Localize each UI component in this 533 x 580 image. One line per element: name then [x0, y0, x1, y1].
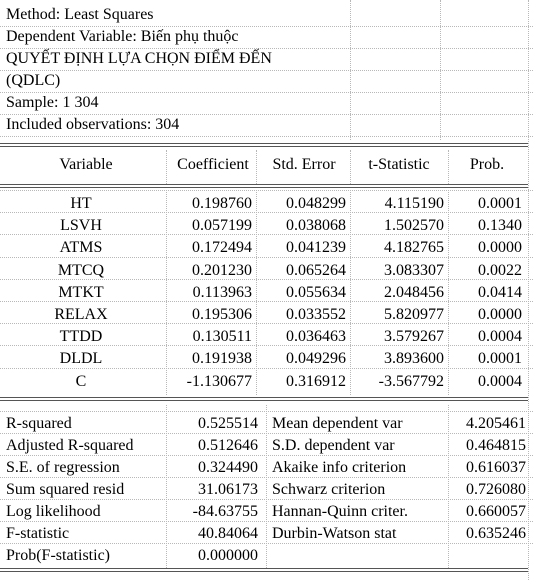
statistic-value: 0.464815 — [466, 437, 526, 454]
variable-name: RELAX — [54, 306, 108, 323]
grid-line — [256, 150, 257, 184]
table-cell: 0.065264 — [286, 261, 346, 279]
statistic-label: F-statistic — [6, 525, 70, 542]
statistic-label: Prob(F-statistic) — [6, 547, 110, 564]
table-cell: 0.0004 — [478, 372, 522, 390]
statistic-label: Schwarz criterion — [272, 481, 386, 498]
statistic-label — [272, 545, 448, 567]
statistic-value: 4.205461 — [466, 415, 526, 432]
table-cell: 5.820977 — [384, 306, 444, 323]
statistic-label: Durbin-Watson stat — [272, 525, 397, 542]
table-cell: 0.0001 — [478, 195, 522, 212]
statistic-value: 0.616037 — [466, 459, 526, 476]
separator — [0, 184, 528, 188]
column-header: Std. Error — [272, 156, 336, 173]
table-cell: 0.0000 — [478, 239, 522, 257]
separator — [0, 397, 528, 401]
table-cell: 0.048299 — [286, 195, 346, 212]
variable-name: DLDL — [59, 350, 103, 368]
variable-name: MTCQ — [57, 261, 105, 279]
grid-line — [448, 150, 449, 184]
table-cell: 0.049296 — [286, 350, 346, 368]
grid-line — [0, 521, 533, 522]
statistic-value: 0.635246 — [466, 525, 526, 542]
statistic-value: 0.726080 — [466, 481, 526, 498]
table-cell: 0.113963 — [192, 283, 252, 301]
statistic-value: 31.06173 — [198, 481, 258, 498]
grid-line — [0, 411, 533, 412]
statistic-label: Sum squared resid — [6, 481, 125, 498]
statistic-value: 0.512646 — [198, 437, 258, 454]
statistic-label: S.E. of regression — [6, 459, 120, 476]
table-cell: 0.316912 — [286, 372, 346, 390]
column-header: Prob. — [469, 156, 505, 173]
statistic-value: 0.660057 — [466, 503, 526, 520]
grid-line — [0, 477, 533, 478]
grid-line — [0, 368, 533, 369]
grid-line — [166, 150, 167, 184]
table-cell: 0.198760 — [192, 195, 252, 212]
statistic-value: 0.000000 — [198, 547, 258, 564]
column-header: Variable — [59, 156, 113, 173]
table-cell: 0.0022 — [478, 261, 522, 279]
statistic-label: Mean dependent var — [272, 415, 403, 432]
variable-name: MTKT — [58, 283, 104, 301]
table-cell: 0.172494 — [192, 239, 252, 257]
table-cell: 0.036463 — [286, 328, 346, 346]
statistic-value: 0.324490 — [198, 459, 258, 476]
table-cell: 4.182765 — [384, 239, 444, 257]
statistic-label: R-squared — [6, 415, 72, 432]
statistic-value — [448, 545, 526, 567]
table-cell: 0.057199 — [192, 217, 252, 235]
table-cell: 0.055634 — [286, 283, 346, 301]
table-cell: -1.130677 — [186, 372, 252, 390]
table-cell: 3.893600 — [384, 350, 444, 368]
table-cell: 0.0000 — [478, 306, 522, 323]
table-cell: 0.033552 — [286, 306, 346, 323]
separator — [0, 568, 528, 572]
variable-name: C — [75, 372, 87, 390]
grid-line — [0, 323, 533, 324]
column-header: t-Statistic — [368, 156, 430, 173]
variable-name: LSVH — [60, 217, 102, 235]
grid-line — [0, 433, 533, 434]
dependent-variable-name: QUYẾT ĐỊNH LỰA CHỌN ĐIỂM ĐẾN — [6, 50, 272, 67]
variable-name: HT — [70, 195, 92, 212]
statistic-label: Hannan-Quinn criter. — [272, 503, 408, 520]
included-observations-label: Included observations: 304 — [6, 116, 180, 133]
table-cell: 0.130511 — [192, 328, 252, 346]
table-cell: -3.567792 — [378, 372, 444, 390]
grid-line — [0, 279, 533, 280]
separator — [0, 143, 528, 147]
grid-line — [256, 190, 257, 395]
statistic-label: Akaike info criterion — [272, 459, 407, 476]
table-cell: 0.201230 — [192, 261, 252, 279]
table-cell: 1.502570 — [384, 217, 444, 235]
grid-line — [0, 543, 533, 544]
table-cell: 0.038068 — [286, 217, 346, 235]
statistic-label: Log likelihood — [6, 503, 101, 520]
table-cell: 0.1340 — [478, 217, 522, 235]
table-cell: 0.0414 — [478, 283, 522, 301]
variable-name: TTDD — [59, 328, 103, 346]
grid-line — [0, 190, 533, 191]
method-label: Method: Least Squares — [6, 6, 154, 23]
grid-line — [0, 345, 533, 346]
table-cell: 0.0004 — [478, 328, 522, 346]
column-header: Coefficient — [177, 156, 249, 173]
table-cell: 0.0001 — [478, 350, 522, 368]
variable-name: ATMS — [59, 239, 103, 257]
dependent-variable-code: (QDLC) — [6, 72, 61, 89]
grid-line — [0, 455, 533, 456]
table-cell: 4.115190 — [384, 195, 444, 212]
statistic-label: Adjusted R-squared — [6, 437, 134, 454]
table-cell: 3.579267 — [384, 328, 444, 346]
statistic-value: 40.84064 — [198, 525, 258, 542]
grid-line — [350, 150, 351, 184]
grid-line — [166, 190, 167, 395]
statistic-label: S.D. dependent var — [272, 437, 395, 454]
grid-line — [0, 212, 533, 213]
table-cell: 3.083307 — [384, 261, 444, 279]
table-cell: 0.041239 — [286, 239, 346, 257]
table-cell: 0.195306 — [192, 306, 252, 323]
table-cell: 0.191938 — [192, 350, 252, 368]
statistic-value: -84.63755 — [192, 503, 258, 520]
statistic-value: 0.525514 — [198, 415, 258, 432]
dependent-variable-label: Dependent Variable: Biến phụ thuộc — [6, 28, 239, 45]
grid-line — [0, 301, 533, 302]
sample-label: Sample: 1 304 — [6, 94, 99, 111]
grid-line — [0, 234, 533, 235]
table-cell: 2.048456 — [384, 283, 444, 301]
grid-line — [0, 499, 533, 500]
grid-line — [0, 257, 533, 258]
